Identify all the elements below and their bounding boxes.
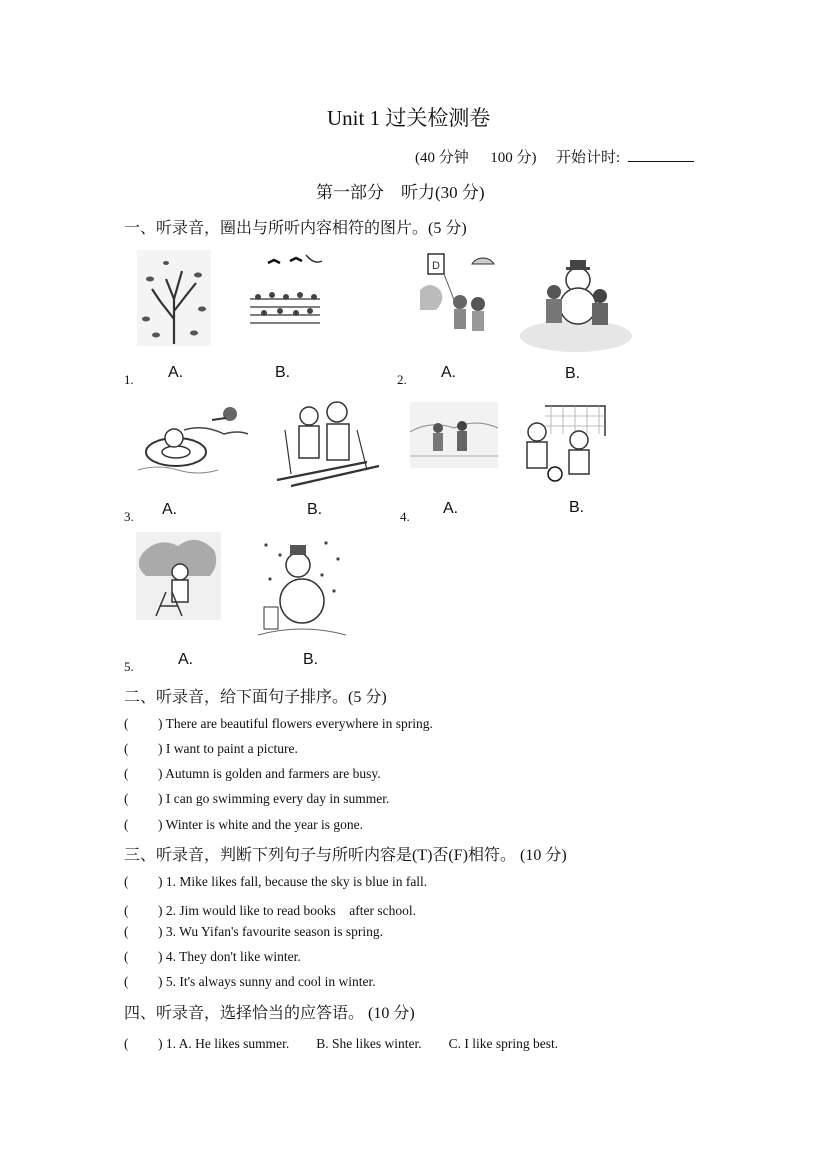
q5-option-a-image[interactable] — [136, 532, 221, 620]
section2-line: ( ) I want to paint a picture. — [124, 741, 298, 756]
start-time-field[interactable] — [628, 147, 694, 162]
answer-blank[interactable]: ( — [124, 1036, 129, 1051]
q1-number: 1. — [124, 372, 134, 387]
answer-blank[interactable]: ( — [124, 791, 129, 806]
answer-blank[interactable]: ( — [124, 949, 129, 964]
start-time-label: 开始计时: — [556, 150, 621, 166]
q5-label-a: A. — [178, 651, 194, 668]
q2-option-b-image[interactable] — [518, 250, 633, 354]
q4-number: 4. — [400, 509, 410, 524]
q2-option-a-image[interactable] — [418, 250, 496, 340]
exam-meta — [415, 146, 694, 167]
q3-label-b: B. — [307, 501, 323, 518]
q5-number: 5. — [124, 659, 134, 674]
section1-heading: 一、听录音，圈出与所听内容相符的图片。(5 分) — [124, 220, 467, 237]
section3-line: ( ) 5. It's always sunny and cool in winter. — [124, 974, 376, 989]
q4-option-a-image[interactable] — [410, 402, 498, 468]
section3-line: ( ) 2. Jim would like to read books after school. — [124, 903, 416, 918]
q1-label-b: B. — [275, 364, 291, 381]
q1-label-a: A. — [168, 364, 184, 381]
q2-label-b: B. — [565, 365, 581, 382]
section2-line: ( ) I can go swimming every day in summer. — [124, 791, 390, 806]
q4-option-b-image[interactable] — [515, 400, 611, 490]
section4-line: ( ) 1. A. He likes summer. B. She likes winter. C. I like spring best. — [124, 1036, 559, 1051]
q1-option-a-image[interactable] — [136, 249, 212, 347]
answer-blank[interactable]: ( — [124, 741, 129, 756]
section2-line: ( ) Winter is white and the year is gone. — [124, 817, 364, 832]
answer-blank[interactable]: ( — [124, 874, 129, 889]
q1-option-b-image[interactable] — [246, 249, 324, 333]
answer-blank[interactable]: ( — [124, 766, 129, 781]
page-title: Unit 1 过关检测卷 — [327, 106, 491, 130]
q4-label-b: B. — [569, 499, 585, 516]
section3-line: ( ) 3. Wu Yifan's favourite season is spring. — [124, 924, 383, 939]
answer-blank[interactable]: ( — [124, 924, 129, 939]
q3-number: 3. — [124, 509, 134, 524]
q4-label-a: A. — [443, 500, 459, 517]
answer-blank[interactable]: ( — [124, 903, 129, 918]
q5-label-b: B. — [303, 651, 319, 668]
q2-number: 2. — [397, 372, 407, 387]
answer-blank[interactable]: ( — [124, 817, 129, 832]
q3-label-a: A. — [162, 501, 178, 518]
answer-blank[interactable]: ( — [124, 974, 129, 989]
section2-heading: 二、听录音，给下面句子排序。(5 分) — [124, 689, 387, 706]
q5-option-b-image[interactable] — [256, 535, 346, 639]
section2-line: ( ) Autumn is golden and farmers are busy. — [124, 766, 381, 781]
section3-heading: 三、听录音，判断下列句子与所听内容是(T)否(F)相符。 (10 分) — [124, 847, 567, 864]
answer-blank[interactable]: ( — [124, 716, 129, 731]
q2-label-a: A. — [441, 364, 457, 381]
section3-line: ( ) 4. They don't like winter. — [124, 949, 301, 964]
total-score: 100 分) — [490, 150, 537, 166]
section2-line: ( ) There are beautiful flowers everywhere in spring. — [124, 716, 433, 731]
section3-line: ( ) 1. Mike likes fall, because the sky is blue in fall. — [124, 874, 428, 889]
part1-heading: 第一部分 听力(30 分) — [316, 183, 485, 202]
q3-option-a-image[interactable] — [134, 400, 259, 480]
time-limit: (40 分钟 — [415, 150, 469, 166]
q3-option-b-image[interactable] — [271, 400, 383, 492]
svg-text:D: D — [432, 260, 440, 272]
section4-heading: 四、听录音，选择恰当的应答语。 (10 分) — [124, 1005, 415, 1022]
